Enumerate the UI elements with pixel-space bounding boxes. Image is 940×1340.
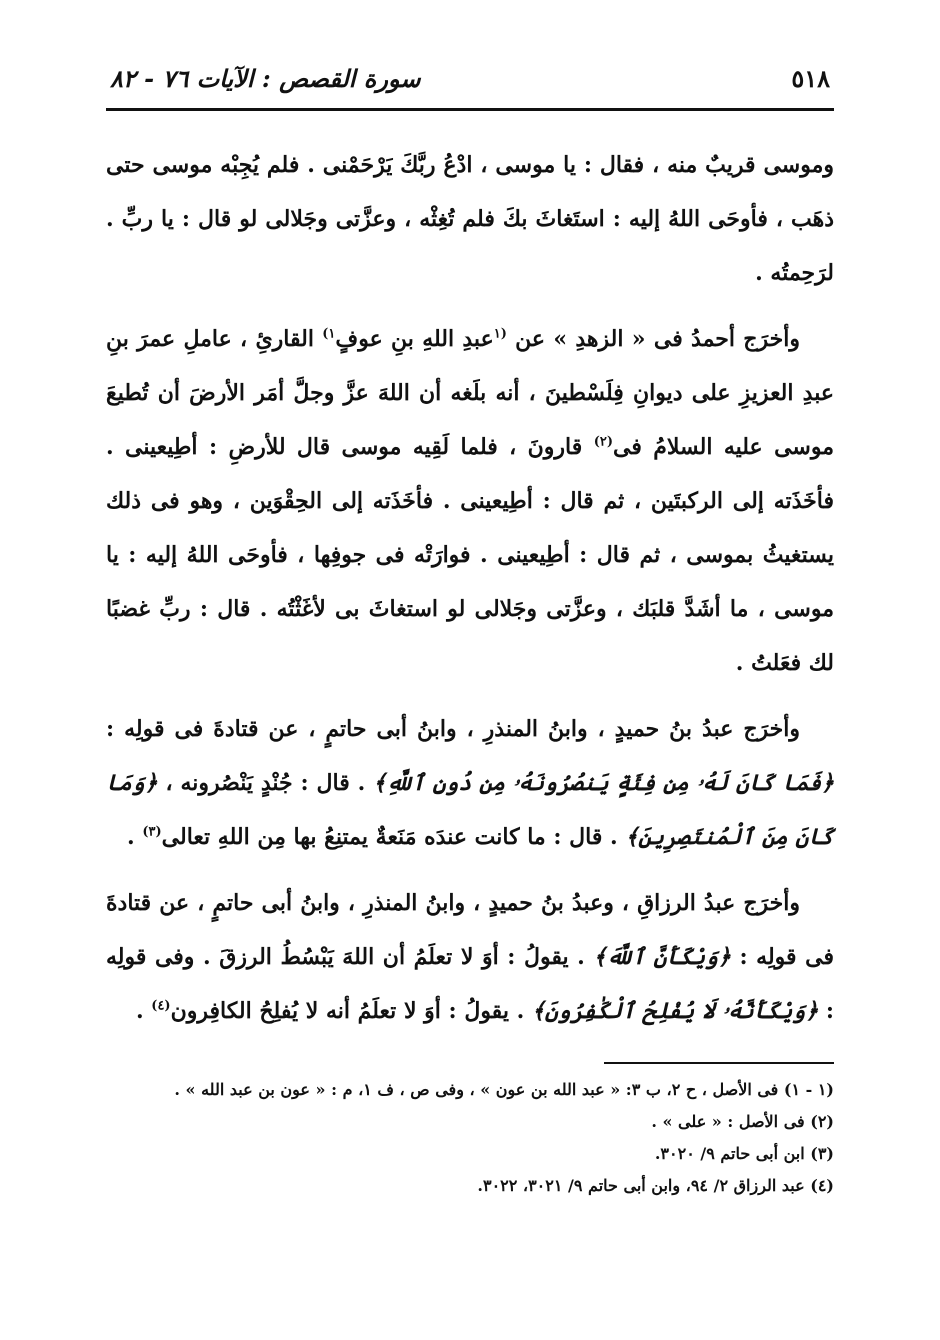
footnote-4: (٤) عبد الرزاق ٢/ ٩٤، وابن أبى حاتم ٩/ ٣٠٢١، ٣٠٢٢. (477, 1176, 834, 1195)
text-run: عبدِ اللهِ بنِ عوفٍ (335, 326, 494, 352)
text-run: . يقولُ : أوَ لا تعلَمُ أن اللهَ يَبْسُطُ الرزقَ . وفى قولِه : (106, 944, 834, 1024)
paragraph-3 (106, 702, 834, 864)
quran-quote: ﴿وَيْكَأَنَّ ٱللَّهَ﴾ (593, 944, 731, 970)
page-header (110, 58, 830, 98)
footnote-rule (604, 1062, 834, 1064)
quran-quote: ﴿وَيْكَأَنَّهُۥ لَا يُفْلِحُ ٱلْكَٰفِرُونَ﴾ (531, 998, 819, 1024)
footnote-ref-4: (٤) (151, 998, 171, 1014)
footnote-3: (٣) ابن أبى حاتم ٩/ ٣٠٢٠. (654, 1144, 834, 1163)
footnote-ref-3: (٣) (142, 824, 162, 840)
text-run: . يقولُ : أوَ لا تعلَمُ أنه لا يُفلِحُ الكافِرون (170, 998, 532, 1024)
main-text (106, 138, 834, 1050)
quran-quote: ﴿وَمَا كَانَ مِنَ ٱلْمُنتَصِرِينَ﴾ (106, 770, 834, 850)
text-run: وأخرَج عبدُ بنُ حميدٍ ، وابنُ المنذرِ ، وابنُ أبى حاتمٍ ، عن قتادةَ فى قولِه : (106, 716, 800, 742)
text-run: وأخرَج أحمدُ فى « الزهدِ » عن (506, 326, 800, 352)
text-run: . (135, 998, 152, 1024)
text-run: وأخرَج عبدُ الرزاقِ ، وعبدُ بنُ حميدٍ ، وابنُ المنذرِ ، وابنُ أبى حاتمٍ ، عن قتادةَ فى قولِه : (106, 890, 834, 970)
footnote-2: (٢) فى الأصل : « على » . (651, 1112, 834, 1131)
text-run: قارونَ ، فلما لَقِيه موسى قال للأرضِ : أطِيعينى . فأخَذَته إلى الركبتَين ، ثم قال : أطِيعينى . فأخَذَته إلى الحِقْوَين ، وهو فى ذلك يستغيثُ بموسى ، ثم قال : أطِيعينى . فوارَتْه فى جوفِها ، فأوحَى اللهُ إليه : يا موسى ، ما أشَدَّ قلبَك ، وعزَّتى وجَلالى لو استغاثَ بى لأغَثْتُه . قال : ربِّ غضبًا لك فعَلتُ . (106, 434, 834, 676)
page-number: ٥١٨ (791, 63, 830, 93)
text-run: القارئِ ، عاملِ عمرَ بنِ عبدِ العزيزِ على ديوانِ فِلَسْطينَ ، أنه بلَغه أن اللهَ عزَّ وجلَّ أمَر الأرضَ أن تُطيعَ موسى عليه السلامُ فى (106, 326, 834, 460)
footnote-ref-2: (٢) (593, 434, 613, 450)
header-rule (106, 108, 834, 111)
footnote-1: (١ - ١) فى الأصل ، ح ٢، ب ٣: « عبد الله بن عون » ، وفى ص ، ف ١، م : « عون بن عبد الله » . (174, 1080, 834, 1099)
text-run: . قال : ما كانت عندَه مَنَعةٌ يمتنِعُ بها مِن اللهِ تعالى (161, 824, 626, 850)
paragraph-4 (106, 876, 834, 1038)
paragraph-1: وموسى قريبٌ منه ، فقال : يا موسى ، ادْعُ ربَّكَ يَرْحَمْنى . فلم يُجِبْه موسى حتى ذهَب ، فأوحَى اللهُ إليه : استَغاثَ بكَ فلم تُغِثْه ، وعزَّتى وجَلالى لو قال : يا ربِّ . لرَحِمتُه . (106, 152, 834, 286)
quran-quote: ﴿فَمَا كَانَ لَهُۥ مِن فِئَةٍ يَنصُرُونَهُۥ مِن دُونِ ٱللَّهِ﴾ (373, 770, 834, 796)
footnotes (106, 1074, 834, 1202)
running-title: سورة القصص : الآيات ٧٦ - ٨٢ (110, 63, 421, 93)
paragraph-2 (106, 312, 834, 690)
footnote-ref-1-close: ١) (322, 326, 336, 342)
text-run: . (127, 824, 143, 850)
text-run: . قال : جُنْدٍ يَنْصُرونه ، (157, 770, 374, 796)
footnote-ref-1-open: (١ (493, 326, 507, 342)
